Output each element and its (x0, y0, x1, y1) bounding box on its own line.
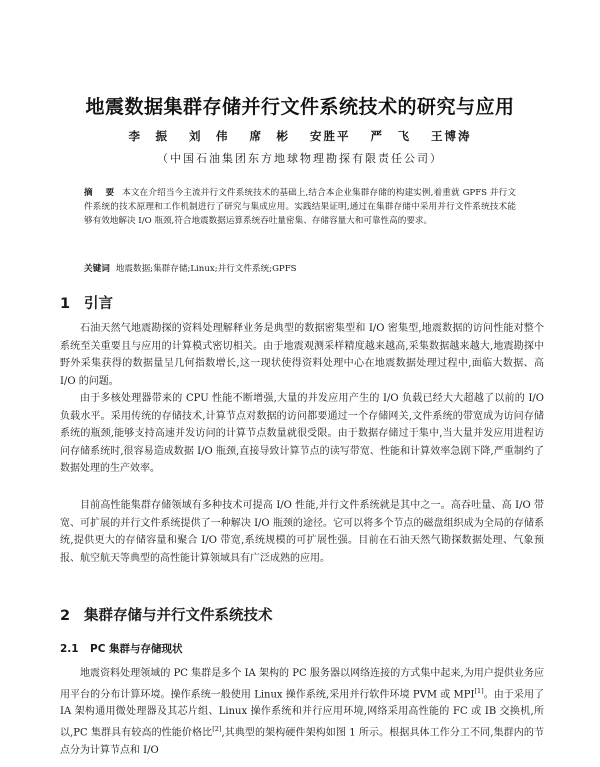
paper-title: 地震数据集群存储并行文件系统技术的研究与应用 (85, 96, 515, 118)
keywords-label: 关键词 (84, 264, 110, 274)
section-number: 2 (60, 608, 71, 624)
paragraph-text: ,其典型的架构硬件架构如图 1 所示。根据具体工作分工不同,集群内的节点分为计算节点和 I/O (60, 727, 544, 756)
section-heading (60, 292, 113, 313)
abstract (84, 186, 516, 229)
section-title: 引言 (84, 296, 113, 312)
citation-ref: [1] (474, 686, 484, 695)
citation-ref: [2] (212, 724, 222, 733)
body-paragraph: 石油天然气地震勘探的资料处理解释业务是典型的数据密集型和 I/O 密集型,地震数据的访问性能对整个系统至关重要且与应用的计算模式密切相关。由于地震观测采样精度越来越高,采集数据越来越大,地震勘探中野外采集获得的数据量呈几何指数增长,这一现状使得资料处理中心在地震数据处理过程中,面临大数据、高 I/O 的问题。 (60, 323, 544, 387)
body-paragraph: 由于多核处理器带来的 CPU 性能不断增强,大量的并发应用产生的 I/O 负载已经大大超越了以前的 I/O 负载水平。采用传统的存储技术,计算节点对数据的访问都要通过一个存储网关,文件系统的带宽成为访问存储系统的瓶颈,能够支持高速并发访问的计算节点数量就很受限。由于数据存储过于集中,当大量并发应用进程访问存储系统时,很容易造成数据 I/O 瓶颈,直接导致计算节点的读写带宽、性能和计算效率急剧下降,严重制约了数据处理的生产效率。 (60, 393, 544, 474)
abstract-text: 本文在介绍当今主流并行文件系统技术的基础上,结合本企业集群存储的构建实例,着重就 GPFS 并行文件系统的技术原理和工作机制进行了研究与集成应用。实践结果证明,通过在集群存储中采用并行文件系统技术能够有效地解决 I/O 瓶颈,符合地震数据运算系统吞吐量密集、存储容量大和可靠性高的要求。 (84, 188, 516, 227)
affiliation: （中国石油集团东方地球物理勘探有限责任公司） (157, 152, 443, 165)
author-name: 严 飞 (370, 129, 412, 143)
section-title: 集群存储与并行文件系统技术 (84, 608, 273, 624)
section-heading (60, 604, 273, 625)
abstract-label: 摘 要 (84, 188, 117, 198)
paragraph-text: 地震资料处理领域的 PC 集群是多个 IA 架构的 PC 服务器以网络连接的方式集中起来,为用户提供业务应用平台的分布计算环境。操作系统一般使用 Linux 操作系统,采用并行软件环境 PVM 或 MPI (60, 668, 544, 700)
keywords (84, 262, 516, 274)
author-name: 安胜平 (310, 129, 351, 143)
body-paragraph (60, 665, 544, 759)
author-name: 王博涛 (431, 129, 472, 143)
subsection-heading (60, 641, 183, 656)
keywords-text: 地震数据;集群存储;Linux;并行文件系统;GPFS (115, 264, 297, 274)
subsection-title: PC 集群与存储现状 (90, 643, 183, 655)
body-paragraph: 目前高性能集群存储领域有多种技术可提高 I/O 性能,并行文件系统就是其中之一。高吞吐量、高 I/O 带宽、可扩展的并行文件系统提供了一种解决 I/O 瓶颈的途径。它可以将多个节点的磁盘组织成为全局的存储系统,提供更大的存储容量和聚合 I/O 带宽,系统规模的可扩展性强。目前在石油天然气勘探数据处理、气象预报、航空航天等典型的高性能计算领域具有广泛成熟的应用。 (60, 500, 544, 564)
author-name: 席 彬 (249, 129, 290, 143)
author-name: 李 振 (128, 129, 169, 143)
author-list (0, 128, 600, 144)
section-number: 1 (60, 296, 71, 312)
paragraph-text: 。由于采用了 IA 架构通用微处理器及其芯片组、Linux 操作系统和并行应用环境,网络采用高性能的 FC 或 IB 交换机,所以,PC 集群具有较高的性能价格比 (60, 688, 544, 739)
author-name: 刘 伟 (188, 129, 230, 143)
subsection-number: 2.1 (60, 643, 79, 655)
